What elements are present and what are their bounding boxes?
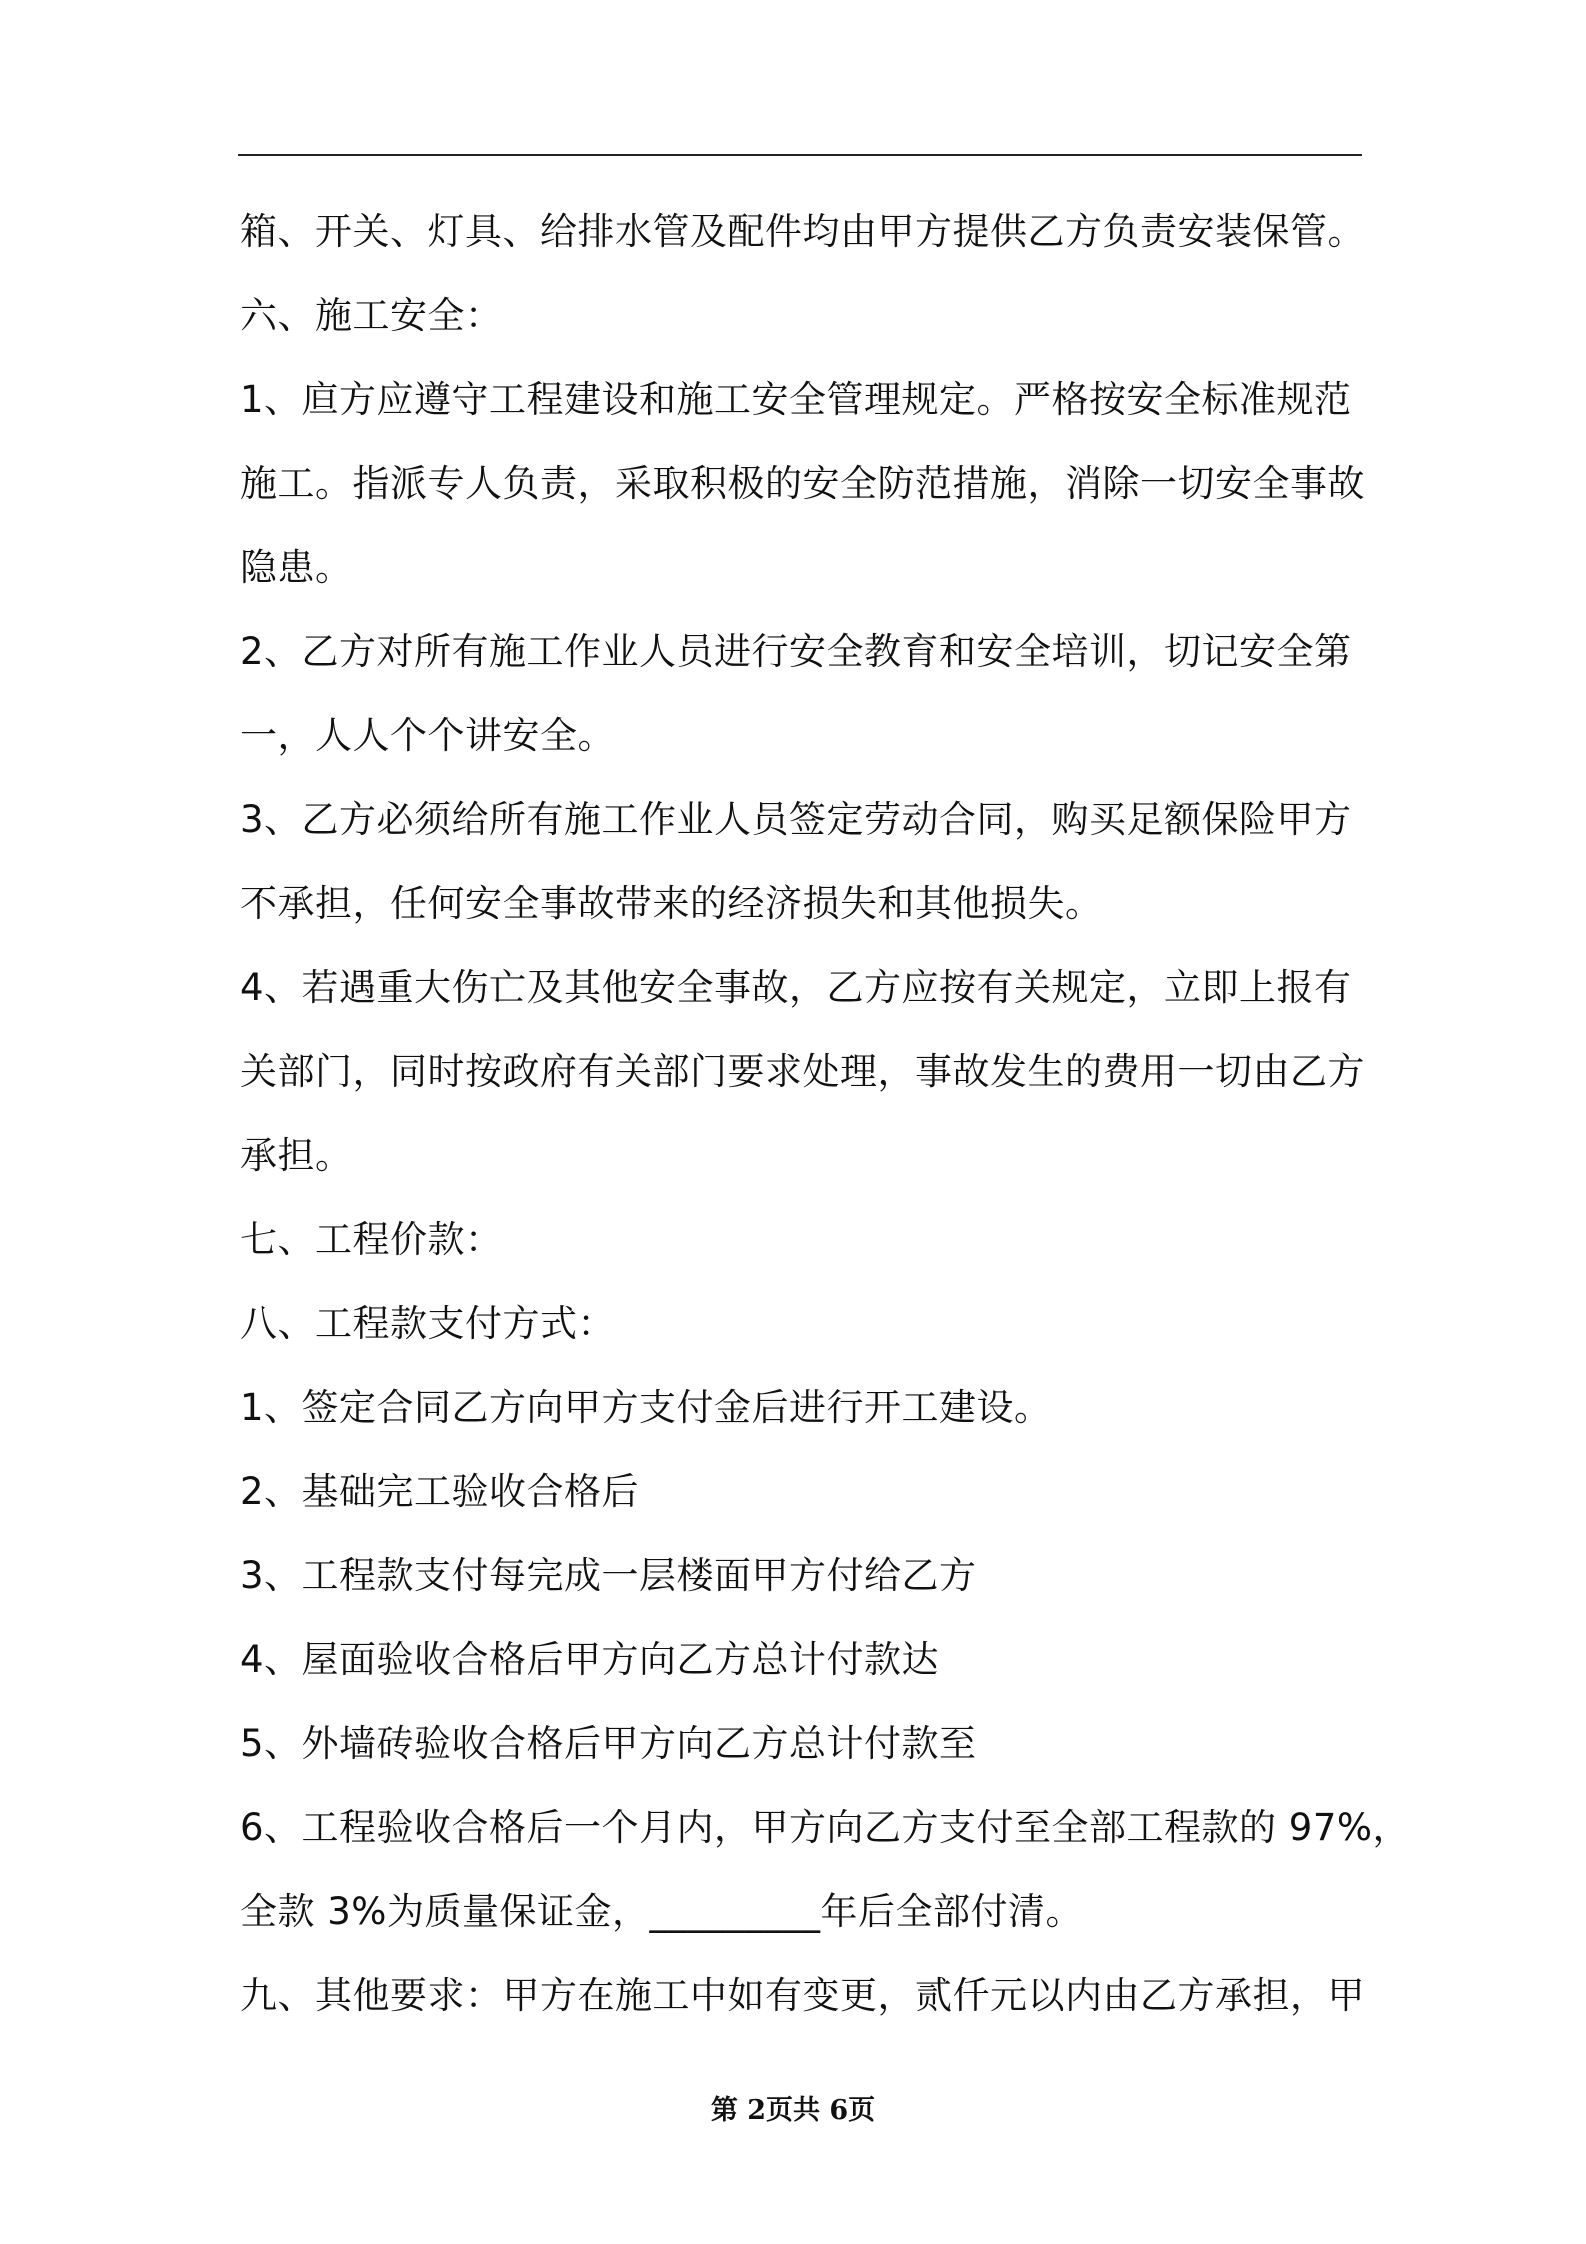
header-divider xyxy=(238,154,1362,156)
text-line: 4、屋面验收合格后甲方向乙方总计付款达 xyxy=(240,1638,940,1681)
section-heading-construction-safety: 六、施工安全： xyxy=(240,294,503,337)
text-line: 4、若遇重大伤亡及其他安全事故，乙方应按有关规定，立即上报有 xyxy=(240,966,1352,1009)
text-line: 6、工程验收合格后一个月内，甲方向乙方支付至全部工程款的 97%， xyxy=(240,1806,1411,1849)
text-line: 隐患。 xyxy=(240,546,353,589)
text-line: 1、㡺方应遵守工程建设和施工安全管理规定。严格按安全标准规范 xyxy=(240,378,1352,421)
section-heading-project-price: 七、工程价款： xyxy=(240,1218,503,1261)
section-heading-other-requirements: 九、其他要求：甲方在施工中如有变更，贰仟元以内由乙方承担，甲 xyxy=(240,1974,1365,2017)
text-line: 5、外墙砖验收合格后甲方向乙方总计付款至 xyxy=(240,1722,977,1765)
document-body xyxy=(240,190,1411,2038)
section-heading-payment-method: 八、工程款支付方式： xyxy=(240,1302,615,1345)
text-line: 承担。 xyxy=(240,1134,353,1177)
text-line: 施工。指派专人负责，采取积极的安全防范措施，消除一切安全事故 xyxy=(240,462,1365,505)
text-line: 1、签定合同乙方向甲方支付金后进行开工建设。 xyxy=(240,1386,1052,1429)
text-line: 2、乙方对所有施工作业人员进行安全教育和安全培训，切记安全第 xyxy=(240,630,1352,673)
text-line: 3、工程款支付每完成一层楼面甲方付给乙方 xyxy=(240,1554,977,1597)
page-number: 第 2页共 6页 xyxy=(710,2095,876,2126)
text-line: 关部门，同时按政府有关部门要求处理，事故发生的费用一切由乙方 xyxy=(240,1050,1365,1093)
text-line: 箱、开关、灯具、给排水管及配件均由甲方提供乙方负责安装保管。 xyxy=(240,210,1365,253)
text-line: 不承担，任何安全事故带来的经济损失和其他损失。 xyxy=(240,882,1103,925)
text-line: 一，人人个个讲安全。 xyxy=(240,714,615,757)
text-line: 3、乙方必须给所有施工作业人员签定劳动合同，购买足额保险甲方 xyxy=(240,798,1352,841)
text-line: 全款 3%为质量保证金，_________年后全部付清。 xyxy=(240,1890,1083,1933)
text-line: 2、基础完工验收合格后 xyxy=(240,1470,640,1513)
